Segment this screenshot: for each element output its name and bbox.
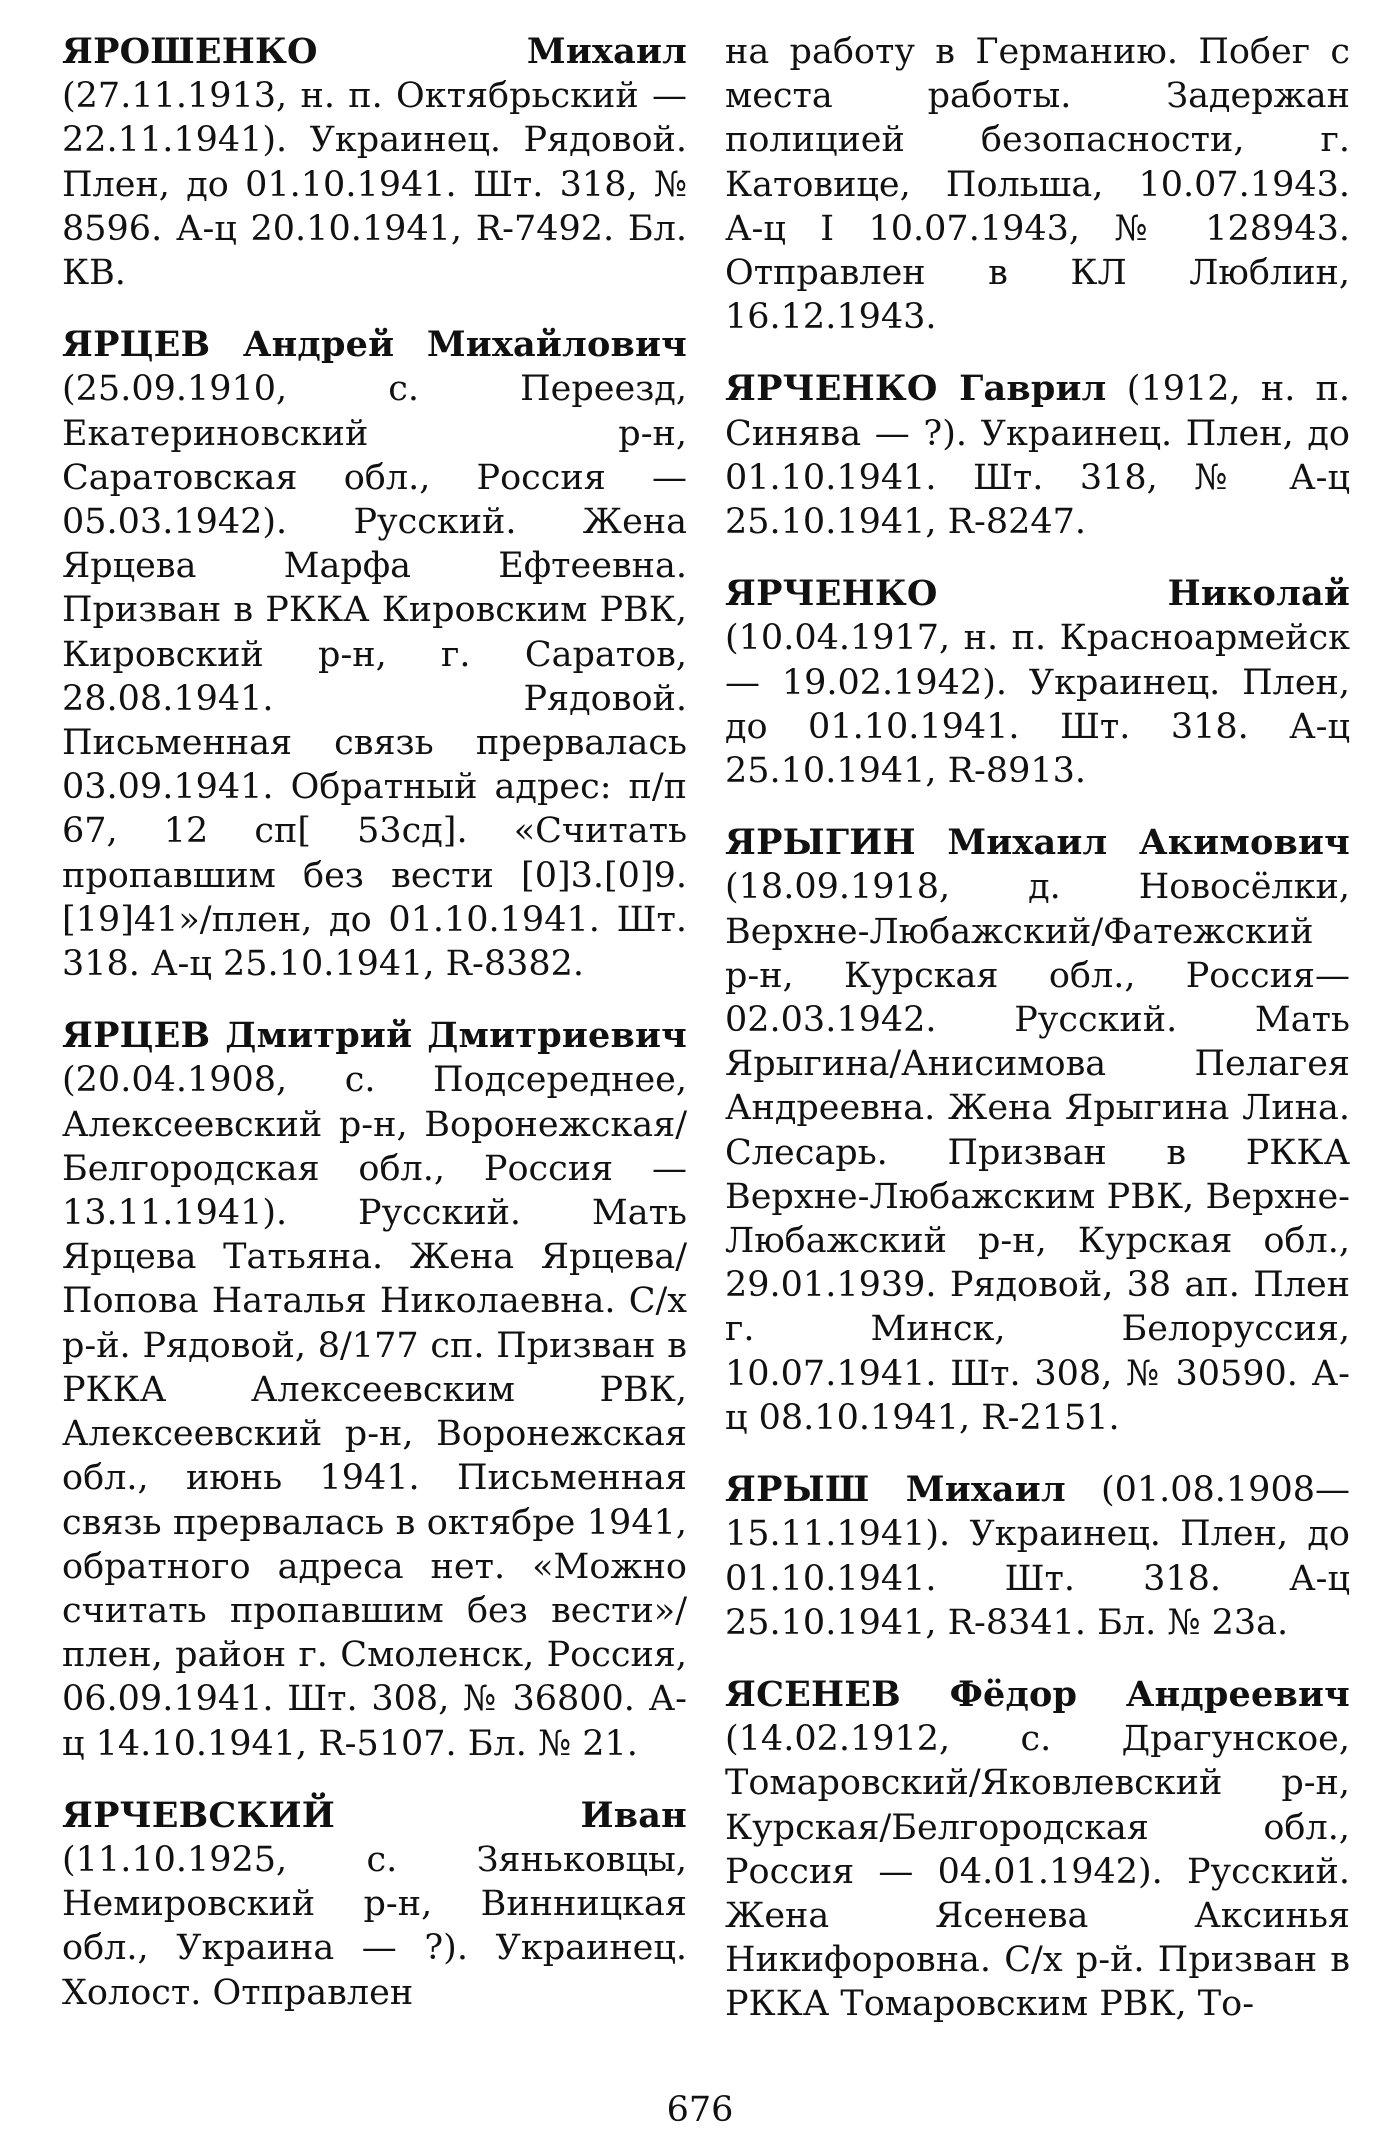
- entry-yasenev-fedor: [725, 1673, 1350, 2027]
- entry-yarygin-mikhail: [725, 821, 1350, 1440]
- entry-name: ЯРЦЕВ Андрей Михайлович: [62, 324, 687, 366]
- entry-name: ЯРЧЕНКО Гаврил: [725, 368, 1107, 410]
- entry-text: (1912, н. п. Синява — ?). Украинец. Плен, до 01.10.1941. Шт. 318, № А-ц 25.10.1941, R-8247.: [725, 369, 1350, 543]
- entry-name: ЯРЧЕВСКИЙ Иван: [62, 1794, 687, 1836]
- entry-yartsev-andrey: [62, 323, 687, 986]
- entry-text: на работу в Германию. Побег с места работы. Задержан полицией безопасности, г. Катовице, Польша, 10.07.1943. А-ц I 10.07.1943, № 128943. Отправлен в КЛ Люблин, 16.12.1943.: [725, 32, 1350, 338]
- page-number: 676: [666, 2090, 734, 2130]
- entry-text: (11.10.1925, с. Зяньковцы, Немировский р-н, Винницкая обл., Украина — ?). Украинец. Холост. Отправлен: [62, 1839, 687, 2013]
- entry-yarchevskiy-ivan: [62, 1794, 687, 2015]
- left-column: [62, 30, 687, 2015]
- entry-name: ЯРЦЕВ Дмитрий Дмитриевич: [62, 1015, 687, 1057]
- entry-yarchenko-nikolay: [725, 572, 1350, 793]
- entry-text: (14.02.1912, с. Драгунское, Томаровский/Яковлевский р-н, Курская/Белгородская обл., Россия — 04.01.1942). Русский. Жена Ясенева Аксинья Никифоровна. С/х р-й. Призван в РККА Томаровским РВК, То-: [725, 1719, 1350, 2025]
- entry-text: (18.09.1918, д. Новосёлки, Верхне-Любажский/Фатежский р-н, Курская обл., Россия— 02.03.1942. Русский. Мать Ярыгина/Анисимова Пелагея Андреевна. Жена Ярыгина Лина. Слесарь. Призван в РККА Верхне-Любажским РВК, Верхне-Любажский р-н, Курская обл., 29.01.1939. Рядовой, 38 ап. Плен г. Минск, Белоруссия, 10.07.1941. Шт. 308, № 30590. А-ц 08.10.1941, R-2151.: [725, 867, 1350, 1438]
- entry-name: ЯРЫШ Михаил: [725, 1469, 1066, 1511]
- entry-yaroshenko-mikhail: [62, 30, 687, 295]
- entry-text: (10.04.1917, н. п. Красноармейск — 19.02.1942). Украинец. Плен, до 01.10.1941. Шт. 318. А-ц 25.10.1941, R-8913.: [725, 618, 1350, 792]
- entry-name: ЯРЫГИН Михаил Акимович: [725, 822, 1350, 864]
- entry-yartsev-dmitriy: [62, 1014, 687, 1765]
- entry-text: (27.11.1913, н. п. Октябрьский — 22.11.1941). Украинец. Рядовой. Плен, до 01.10.1941. Шт. 318, № 8596. А-ц 20.10.1941, R-7492. Бл. КВ.: [62, 76, 687, 294]
- entry-name: ЯРОШЕНКО Михаил: [62, 31, 687, 72]
- entry-name: ЯСЕНЕВ Фёдор Андреевич: [725, 1673, 1350, 1715]
- entry-continuation: [725, 30, 1350, 339]
- entry-text: (25.09.1910, с. Переезд, Екатериновский р-н, Саратовская обл., Россия — 05.03.1942). Русский. Жена Ярцева Марфа Ефтеевна. Призван в РККА Кировским РВК, Кировский р-н, г. Саратов, 28.08.1941. Рядовой. Письменная связь прервалась 03.09.1941. Обратный адрес: п/п 67, 12 сп[ 53сд]. «Считать пропавшим без вести [0]3.[0]9.[19]41»/плен, до 01.10.1941. Шт. 318. А-ц 25.10.1941, R-8382.: [62, 369, 687, 985]
- right-column: [725, 30, 1350, 2027]
- entry-yarchenko-gavril: [725, 367, 1350, 544]
- entry-yarysh-mikhail: [725, 1468, 1350, 1645]
- entry-name: ЯРЧЕНКО Николай: [725, 573, 1350, 615]
- entry-text: (01.08.1908— 15.11.1941). Украинец. Плен, до 01.10.1941. Шт. 318. А-ц 25.10.1941, R-8341. Бл. № 23а.: [725, 1470, 1350, 1643]
- entry-text: (20.04.1908, с. Подсереднее, Алексеевский р-н, Воронежская/Белгородская обл., Россия — 13.11.1941). Русский. Мать Ярцева Татьяна. Жена Ярцева/Попова Наталья Николаевна. С/х р-й. Рядовой, 8/177 сп. Призван в РККА Алексеевским РВК, Алексеевский р-н, Воронежская обл., июнь 1941. Письменная связь прервалась в октябре 1941, обратного адреса нет. «Можно считать пропавшим без вести»/плен, район г. Смоленск, Россия, 06.09.1941. Шт. 308, № 36800. А-ц 14.10.1941, R-5107. Бл. № 21.: [62, 1060, 687, 1764]
